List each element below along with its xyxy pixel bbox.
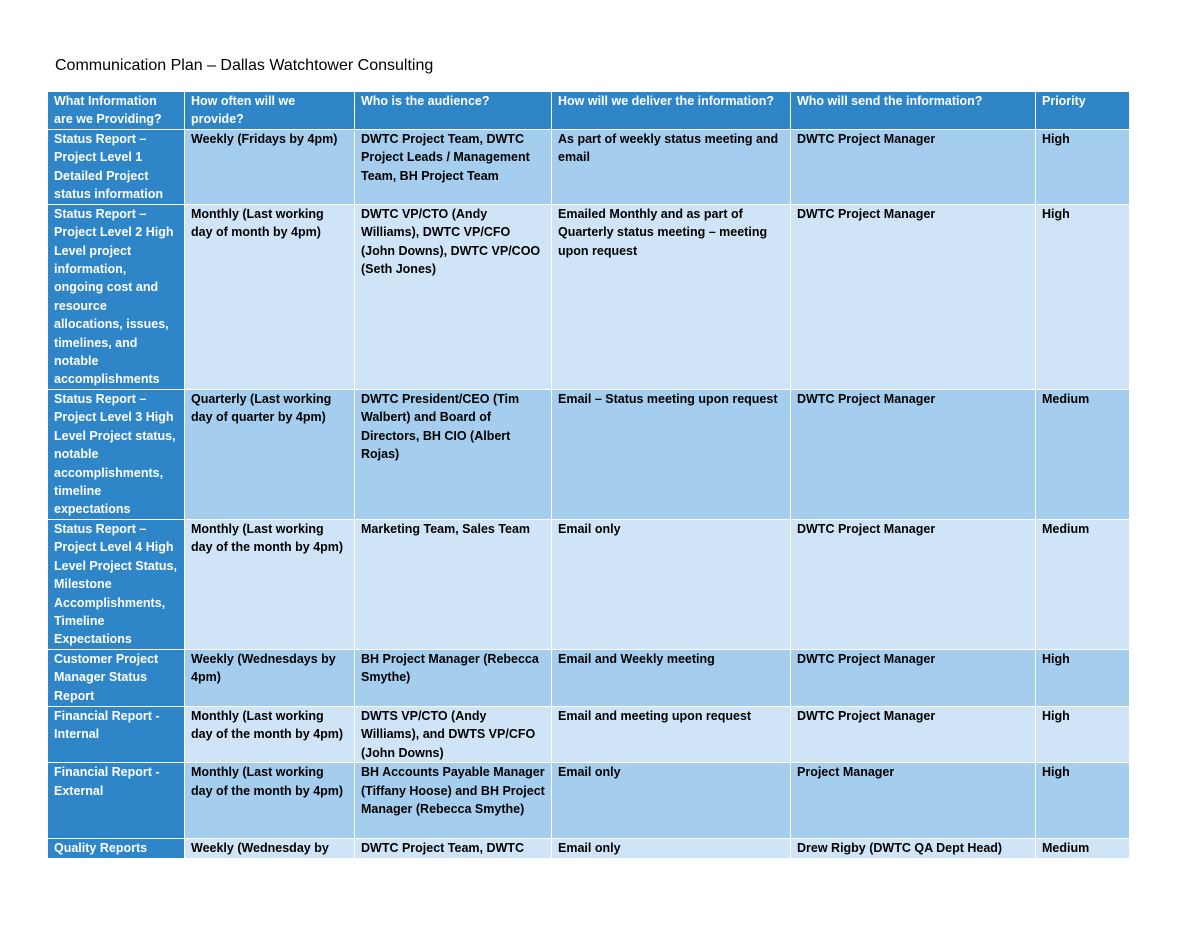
document-title: Communication Plan – Dallas Watchtower Consulting [55, 57, 434, 74]
priority-cell: High [1036, 129, 1130, 204]
audience-cell: DWTC President/CEO (Tim Walbert) and Board of Directors, BH CIO (Albert Rojas) [355, 389, 552, 519]
table-row [48, 204, 1130, 389]
priority-cell: High [1036, 706, 1130, 762]
delivery-cell: Email only [552, 763, 791, 839]
row-info-cell: Financial Report - Internal [48, 706, 185, 762]
sender-cell: DWTC Project Manager [791, 519, 1036, 649]
header-sender: Who will send the information? [791, 92, 1036, 130]
delivery-cell: Email only [552, 839, 791, 858]
frequency-cell: Monthly (Last working day of the month by 4pm) [185, 763, 355, 839]
priority-cell: Medium [1036, 519, 1130, 649]
frequency-cell: Monthly (Last working day of month by 4pm) [185, 204, 355, 389]
row-info-cell: Status Report – Project Level 2 High Level project information, ongoing cost and resource allocations, issues, timelines, and notable accomplishments [48, 204, 185, 389]
table-row [48, 649, 1130, 706]
table-row [48, 129, 1130, 204]
audience-cell: DWTC Project Team, DWTC Project Leads / Management Team, BH Project Team [355, 129, 552, 204]
frequency-cell: Weekly (Wednesday by [185, 839, 355, 858]
header-delivery: How will we deliver the information? [552, 92, 791, 130]
row-info-cell: Status Report – Project Level 4 High Level Project Status, Milestone Accomplishments, Timeline Expectations [48, 519, 185, 649]
frequency-cell: Monthly (Last working day of the month by 4pm) [185, 519, 355, 649]
table-row [48, 706, 1130, 762]
table-row [48, 839, 1130, 858]
frequency-cell: Quarterly (Last working day of quarter by 4pm) [185, 389, 355, 519]
priority-cell: High [1036, 204, 1130, 389]
header-frequency: How often will we provide? [185, 92, 355, 130]
frequency-cell: Monthly (Last working day of the month by 4pm) [185, 706, 355, 762]
row-info-cell: Status Report – Project Level 3 High Level Project status, notable accomplishments, timeline expectations [48, 389, 185, 519]
delivery-cell: Emailed Monthly and as part of Quarterly status meeting – meeting upon request [552, 204, 791, 389]
table-row [48, 763, 1130, 839]
delivery-cell: Email only [552, 519, 791, 649]
sender-cell: DWTC Project Manager [791, 204, 1036, 389]
table-header-row [48, 92, 1130, 130]
delivery-cell: Email – Status meeting upon request [552, 389, 791, 519]
priority-cell: Medium [1036, 389, 1130, 519]
audience-cell: DWTC VP/CTO (Andy Williams), DWTC VP/CFO (John Downs), DWTC VP/COO (Seth Jones) [355, 204, 552, 389]
communication-plan-table [47, 91, 1130, 859]
header-priority: Priority [1036, 92, 1130, 130]
priority-cell: Medium [1036, 839, 1130, 858]
sender-cell: Drew Rigby (DWTC QA Dept Head) [791, 839, 1036, 858]
table-row [48, 519, 1130, 649]
header-what-information: What Information are we Providing? [48, 92, 185, 130]
audience-cell: BH Accounts Payable Manager (Tiffany Hoose) and BH Project Manager (Rebecca Smythe) [355, 763, 552, 839]
delivery-cell: Email and Weekly meeting [552, 649, 791, 706]
audience-cell: BH Project Manager (Rebecca Smythe) [355, 649, 552, 706]
row-info-cell: Financial Report - External [48, 763, 185, 839]
sender-cell: DWTC Project Manager [791, 649, 1036, 706]
row-info-cell: Status Report – Project Level 1 Detailed Project status information [48, 129, 185, 204]
frequency-cell: Weekly (Fridays by 4pm) [185, 129, 355, 204]
header-audience: Who is the audience? [355, 92, 552, 130]
audience-cell: DWTS VP/CTO (Andy Williams), and DWTS VP/CFO (John Downs) [355, 706, 552, 762]
row-info-cell: Customer Project Manager Status Report [48, 649, 185, 706]
audience-cell: DWTC Project Team, DWTC [355, 839, 552, 858]
row-info-cell: Quality Reports [48, 839, 185, 858]
sender-cell: DWTC Project Manager [791, 129, 1036, 204]
frequency-cell: Weekly (Wednesdays by 4pm) [185, 649, 355, 706]
sender-cell: DWTC Project Manager [791, 706, 1036, 762]
delivery-cell: Email and meeting upon request [552, 706, 791, 762]
sender-cell: DWTC Project Manager [791, 389, 1036, 519]
delivery-cell: As part of weekly status meeting and email [552, 129, 791, 204]
priority-cell: High [1036, 763, 1130, 839]
table-row [48, 389, 1130, 519]
sender-cell: Project Manager [791, 763, 1036, 839]
priority-cell: High [1036, 649, 1130, 706]
audience-cell: Marketing Team, Sales Team [355, 519, 552, 649]
